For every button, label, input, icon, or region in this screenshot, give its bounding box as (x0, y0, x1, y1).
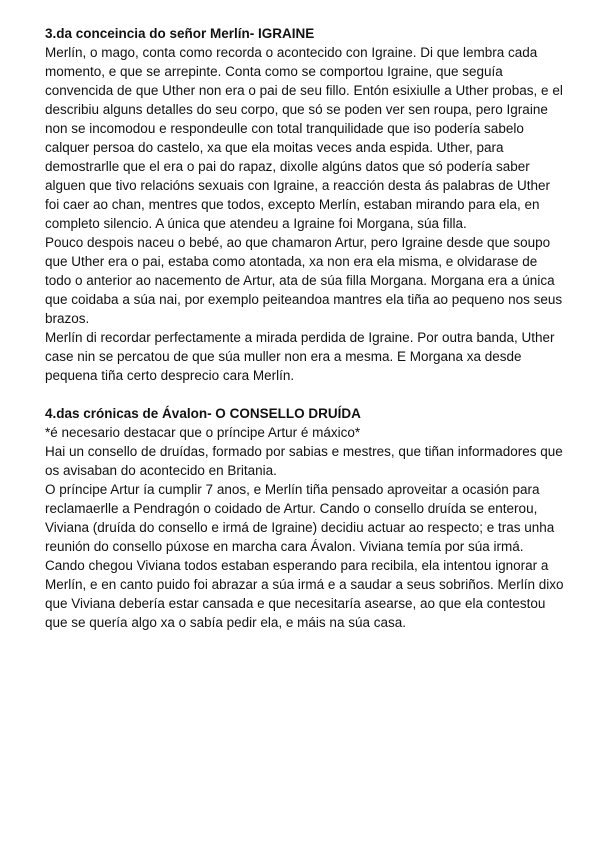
paragraph: O príncipe Artur ía cumplir 7 anos, e Merlín tiña pensado aproveitar a ocasión para reclamaerlle a Pendragón o coidado de Artur. Cando o consello druída se enterou, Viviana (druída do consello e irmá de Igraine) decidiu actuar ao respecto; e tras unha reunión do consello púxose en marcha cara Ávalon. Viviana temía por súa irmá. (45, 482, 555, 554)
section-heading: 4.das crónicas de Ávalon- O CONSELLO DRUÍDA (45, 406, 361, 421)
paragraph: Pouco despois naceu o bebé, ao que chamaron Artur, pero Igraine desde que soupo que Uther era o pai, estaba como atontada, xa non era ela misma, e olvidarase de todo o anterior ao nacemento de Artur, ata de súa filla Morgana. Morgana era a única que coidaba a súa nai, por exemplo peiteandoa mantres ela tiña ao pequeno nos seus brazos. (45, 235, 563, 326)
paragraph: Merlín, o mago, conta como recorda o acontecido con Igraine. Di que lembra cada momento, e que se arrepinte. Conta como se comportou Igraine, que seguía convencida de que Uther non era o pai de seu fillo. Entón esixiulle a Uther probas, e el describiu alguns detalles do seu corpo, que só se poden ver sen roupa, pero Igraine non se incomodou e respondeulle con total tranquilidade que iso podería sabelo calquer persoa do castelo, xa que ela moitas veces anda espida. Uther, para demostrarlle que el era o pai do rapaz, dixolle algúns datos que só podería saber alguen que tivo relacións sexuais con Igraine, a reacción desta ás palabras de Uther foi caer ao chan, mentres que todos, excepto Merlín, estaban mirando para ela, en completo silencio. A única que atendeu a Igraine foi Morgana, súa filla. (45, 45, 563, 231)
section-heading: 3.da conceincia do señor Merlín- IGRAINE (45, 26, 315, 41)
section-consello-druida (45, 404, 565, 632)
paragraph: Hai un consello de druídas, formado por sabias e mestres, que tiñan informadores que os avisaban do acontecido en Britania. (45, 444, 563, 478)
document-page (45, 24, 565, 632)
paragraph: Cando chegou Viviana todos estaban esperando para recibila, ela intentou ignorar a Merlín, e en canto puido foi abrazar a súa irmá e a saudar a seus sobriños. Merlín dixo que Viviana debería estar cansada e que necesitaría asearse, ao que ela contestou que se quería algo xa o sabía pedir ela, e máis na súa casa. (45, 558, 564, 630)
paragraph: Merlín di recordar perfectamente a mirada perdida de Igraine. Por outra banda, Uther case nin se percatou de que súa muller non era a mesma. E Morgana xa desde pequena tiña certo desprecio cara Merlín. (45, 330, 555, 383)
paragraph: *é necesario destacar que o príncipe Artur é máxico* (45, 425, 361, 440)
section-igraine (45, 24, 565, 385)
